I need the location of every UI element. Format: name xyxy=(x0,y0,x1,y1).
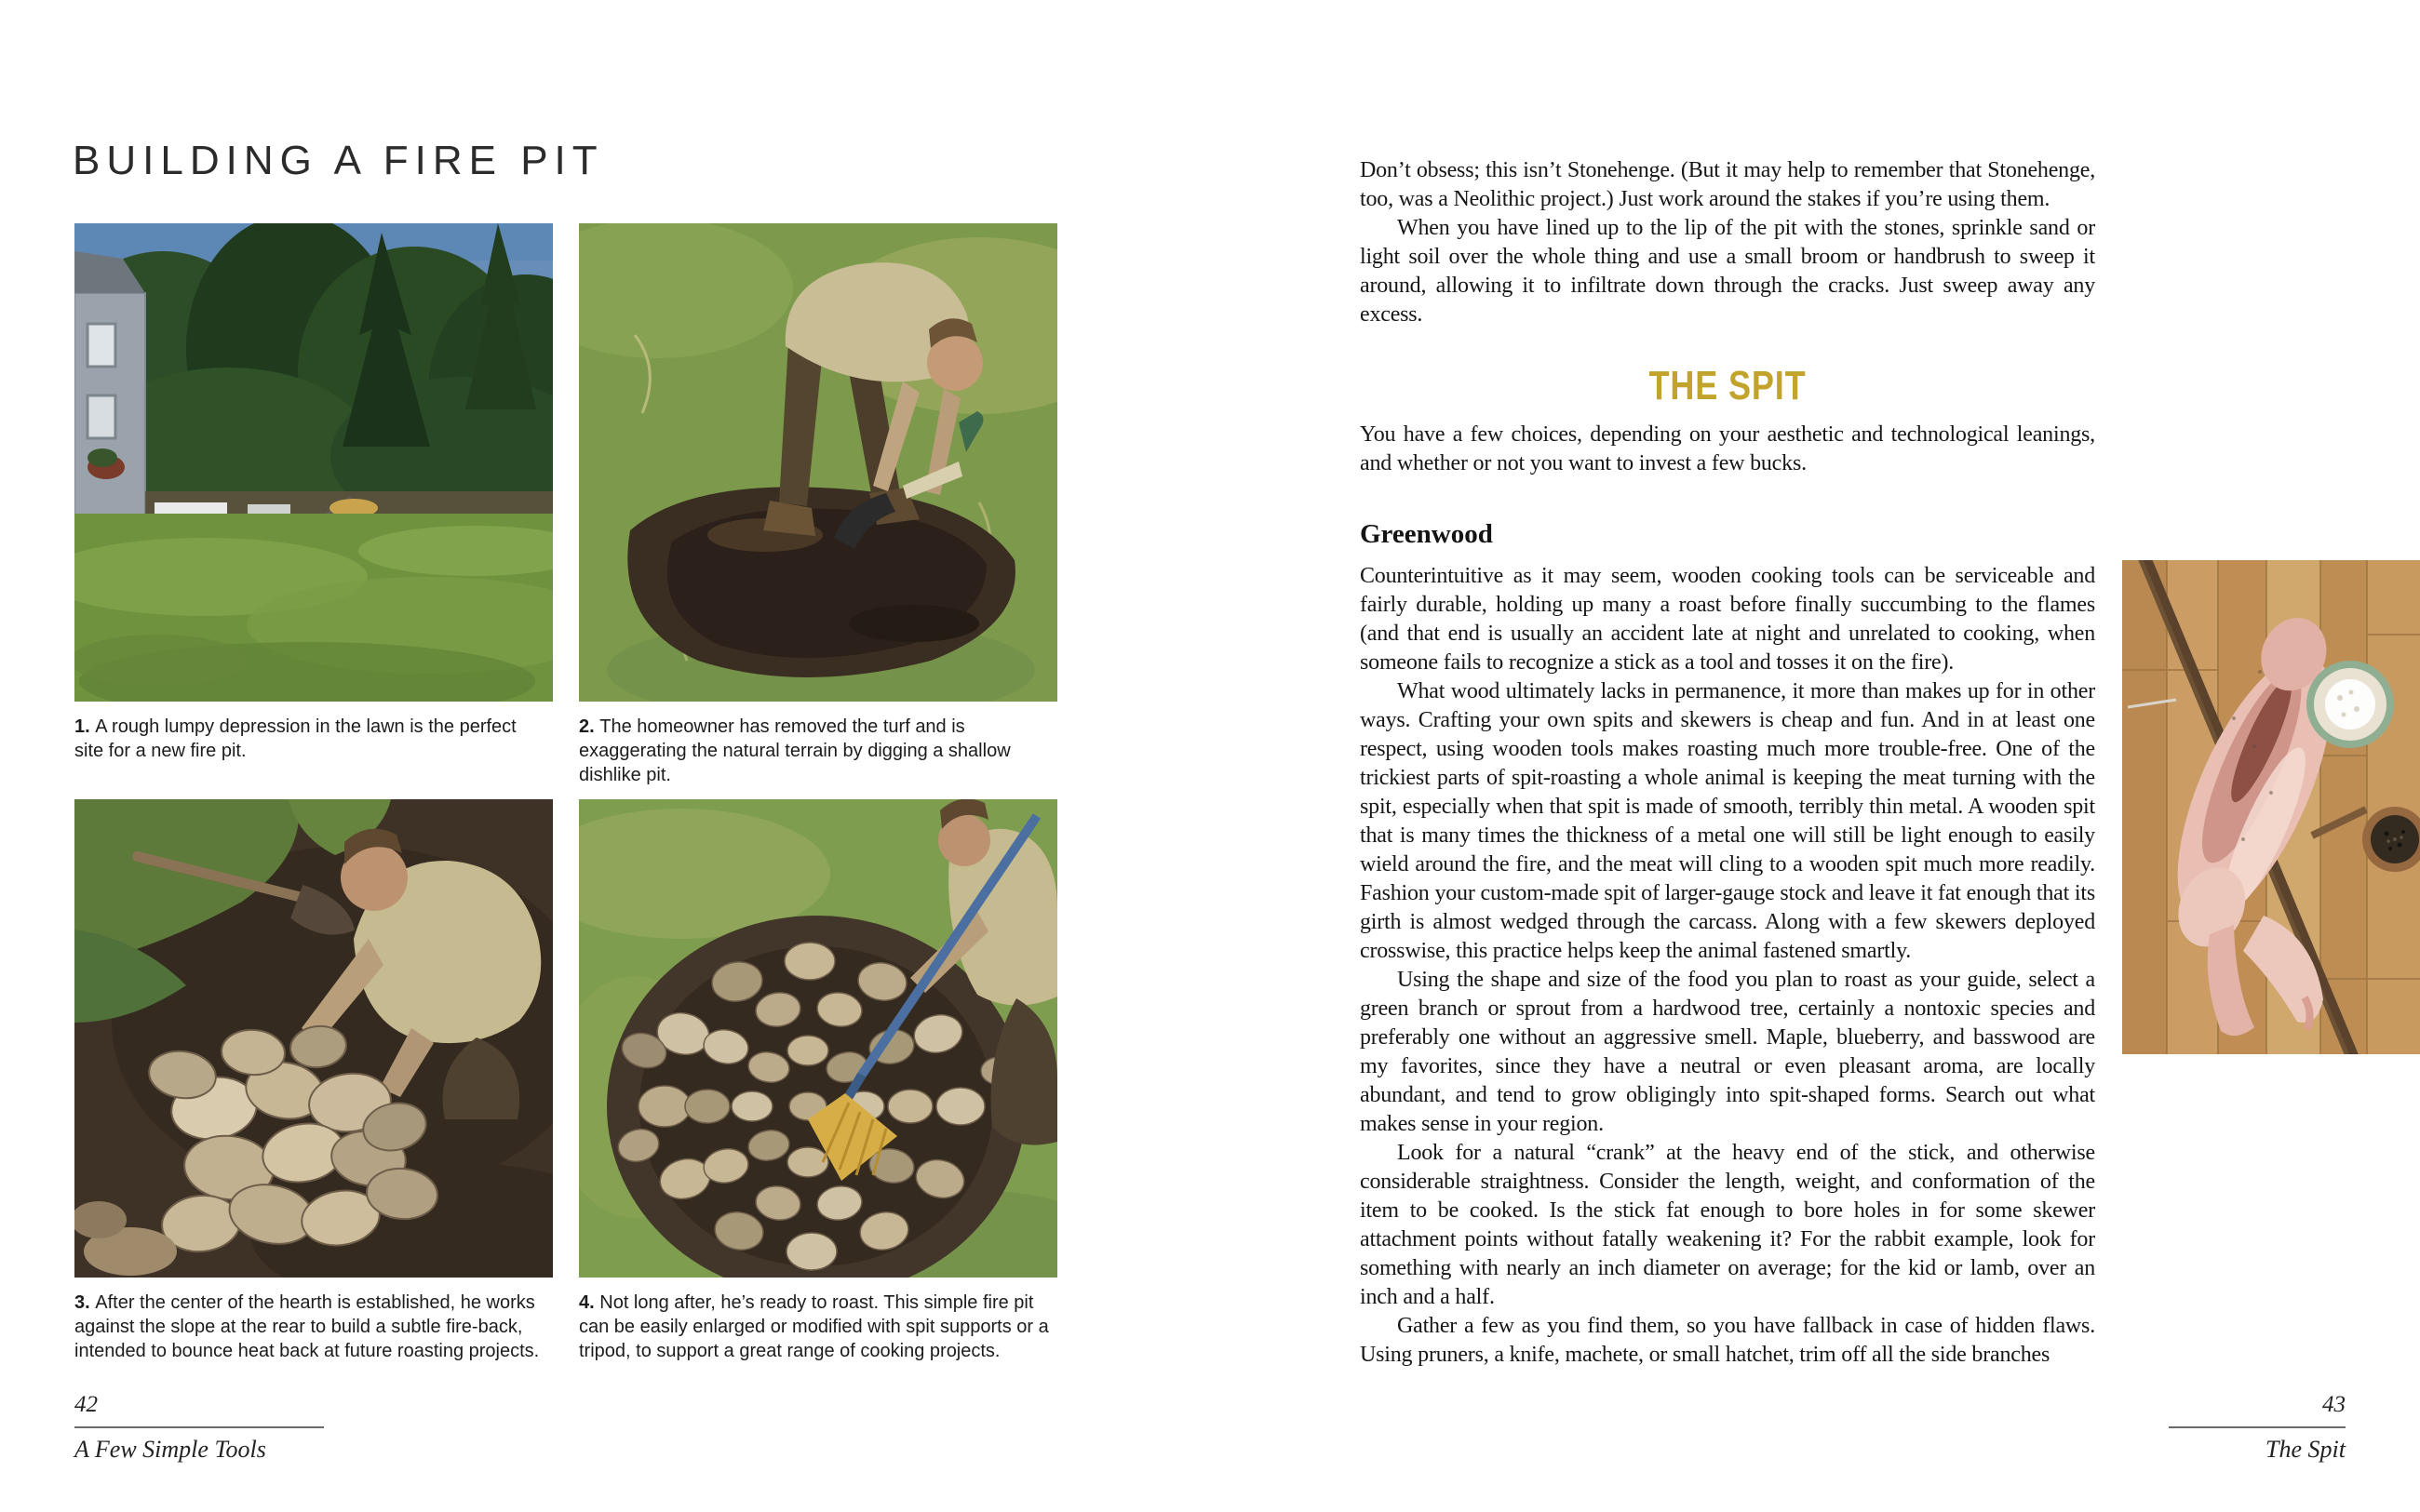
paragraph: Look for a natural “crank” at the heavy end of the stick, and otherwise considerable straightness. Consider the length, weight, and conformation of the item to be cooked. Is the stick fat enough to bore holes in for some skewer attachment points without fatally weakening it? For the rabbit example, look for something with nearly an inch diameter on average; for the kid or lamb, over an inch and a half. xyxy=(1360,1141,2095,1309)
caption-number: 4. xyxy=(579,1292,600,1313)
photo-finished-pit xyxy=(579,799,1057,1278)
subsection-heading-greenwood: Greenwood xyxy=(1360,519,1493,549)
paragraph: Don’t obsess; this isn’t Stonehenge. (But it may help to remember that Stonehenge, too, was a Neolithic project.) Just work around the stakes if you’re using them. xyxy=(1360,158,2095,211)
photo-lawn-illustration xyxy=(74,223,553,702)
caption-text: A rough lumpy depression in the lawn is the perfect site for a new fire pit. xyxy=(74,716,517,761)
paragraph: When you have lined up to the lip of the pit with the stones, sprinkle sand or light soil over the whole thing and use a small broom or handbrush to sweep it around, allowing it to infiltrate down through the cracks. Just sweep away any excess. xyxy=(1360,216,2095,327)
photo-sweeping-illustration xyxy=(579,799,1057,1278)
paragraph: Using the shape and size of the food you plan to roast as your guide, select a green branch or sprout from a hardwood tree, certainly a nontoxic species and preferably one without an aggressive smell. Maple, blueberry, and basswood are my favorites, since they have a neutral or even pleasant aroma, are locally abundant, and tend to grow obligingly into spit-shaped forms. Search out what makes sense in your region. xyxy=(1360,968,2095,1136)
photo-lawn-site xyxy=(74,223,553,702)
caption-text: The homeowner has removed the turf and is exaggerating the natural terrain by digging a shallow dishlike pit. xyxy=(579,716,1011,785)
footer-rule-right xyxy=(2169,1426,2346,1428)
photo-digging-illustration xyxy=(579,223,1057,702)
photo-stones-illustration xyxy=(74,799,553,1278)
photo-caption-2 xyxy=(579,715,1015,787)
paragraph: You have a few choices, depending on your aesthetic and technological leanings, and whether or not you want to invest a few bucks. xyxy=(1360,422,2095,475)
section-heading-text: THE SPIT xyxy=(1648,363,1807,408)
photo-rabbit-illustration xyxy=(2122,560,2420,1054)
caption-number: 2. xyxy=(579,716,600,737)
photo-caption-1 xyxy=(74,715,544,763)
photo-caption-3 xyxy=(74,1291,544,1363)
paragraph: Counterintuitive as it may seem, wooden cooking tools can be serviceable and fairly durable, holding up many a roast before finally succumbing to the flames (and that end is usually an accident late at night and unrelated to cooking, when someone fails to recognize a stick as a tool and tosses it on the fire). xyxy=(1360,564,2095,675)
footer-right xyxy=(2169,1392,2346,1464)
running-footer-left: A Few Simple Tools xyxy=(74,1436,266,1463)
photo-rabbit-on-spit xyxy=(2122,560,2420,1054)
intro-paragraphs xyxy=(1360,156,2095,329)
section-heading-the-spit xyxy=(1360,363,2095,409)
footer-left xyxy=(74,1392,326,1464)
photo-caption-4 xyxy=(579,1291,1054,1363)
caption-text: After the center of the hearth is established, he works against the slope at the rear to build a subtle fire-back, intended to bounce heat back at future roasting projects. xyxy=(74,1292,540,1361)
page-number-right: 43 xyxy=(2322,1392,2346,1417)
caption-number: 3. xyxy=(74,1292,96,1313)
paragraph: Gather a few as you find them, so you have fallback in case of hidden flaws. Using pruners, a knife, machete, or small hatchet, trim off all the side branches xyxy=(1360,1314,2095,1367)
section-intro xyxy=(1360,421,2095,478)
photo-digging-pit xyxy=(579,223,1057,702)
paragraph: What wood ultimately lacks in permanence, it more than makes up for in other ways. Crafting your own spits and skewers is cheap and fun. And in at least one respect, using wooden tools makes roasting much more trouble-free. One of the trickiest parts of spit-roasting a whole animal is keeping the meat turning with the spit, especially when that spit is made of smooth, terribly thin metal. A wooden spit that is many times the thickness of a metal one will still be light enough to easily wield around the fire, and the meat will cling to a wooden spit much more readily. Fashion your custom-made spit of larger-gauge stock and leave it fat enough that its girth is almost wedged through the carcass. Along with a few skewers deployed crosswise, this practice helps keep the animal fastened smartly. xyxy=(1360,679,2095,963)
footer-rule-left xyxy=(74,1426,324,1428)
caption-number: 1. xyxy=(74,716,96,737)
photo-laying-stones xyxy=(74,799,553,1278)
greenwood-paragraphs xyxy=(1360,562,2095,1370)
caption-text: Not long after, he’s ready to roast. This simple fire pit can be easily enlarged or modified with spit supports or a tripod, to support a great range of cooking projects. xyxy=(579,1292,1049,1361)
running-footer-right: The Spit xyxy=(2265,1436,2346,1463)
page-title: BUILDING A FIRE PIT xyxy=(73,138,604,183)
page-number-left: 42 xyxy=(74,1392,98,1417)
